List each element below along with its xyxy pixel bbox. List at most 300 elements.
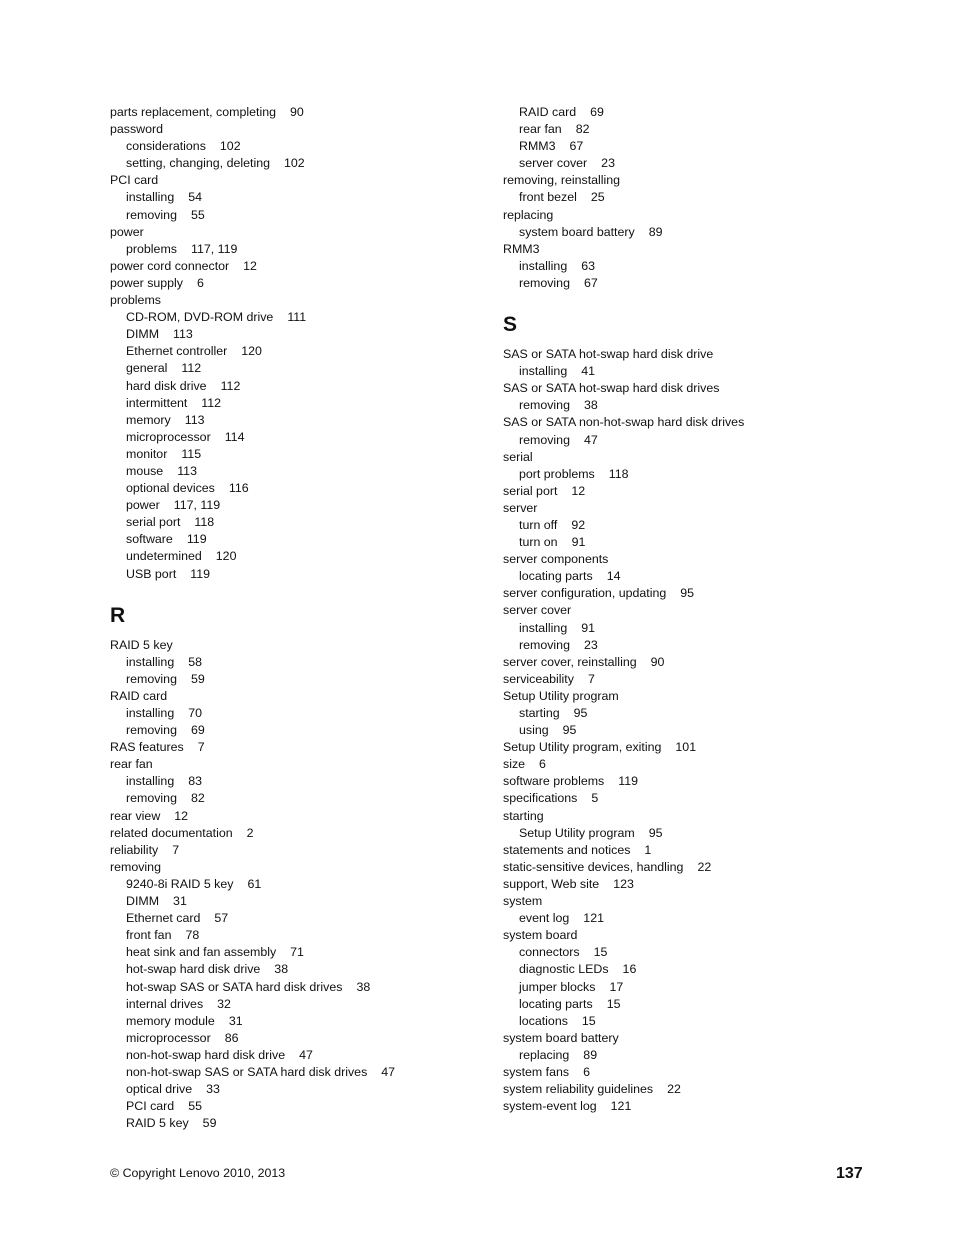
index-page-ref[interactable]: 113: [173, 327, 193, 342]
index-page-ref[interactable]: 123: [613, 876, 634, 891]
index-term: PCI card: [126, 1099, 175, 1114]
index-page-ref[interactable]: 14: [606, 569, 621, 584]
index-page-ref[interactable]: 23: [601, 156, 615, 171]
index-page-ref[interactable]: 38: [274, 962, 289, 977]
index-term: system board: [503, 928, 578, 943]
index-page-ref[interactable]: 47: [583, 432, 598, 447]
index-term: server cover: [519, 156, 588, 171]
index-subentry: [110, 429, 480, 446]
index-term: server configuration, updating: [503, 586, 667, 601]
index-term: size: [503, 757, 526, 772]
index-entry: [503, 241, 923, 258]
index-page-ref[interactable]: 82: [575, 122, 590, 137]
index-term: removing: [519, 432, 570, 447]
index-term: serial: [503, 449, 533, 464]
index-subentry: [110, 1064, 480, 1081]
index-subentry: [110, 360, 480, 377]
index-subentry: [503, 1047, 923, 1064]
index-term: RAID 5 key: [110, 637, 173, 652]
index-entry: [110, 637, 480, 654]
index-subentry: [503, 189, 923, 206]
index-subentry: [503, 705, 923, 722]
index-term: specifications: [503, 791, 578, 806]
index-page-ref[interactable]: 54: [188, 190, 203, 205]
index-page-ref[interactable]: 91: [581, 620, 596, 635]
index-term: installing: [126, 774, 175, 789]
index-term: starting: [503, 808, 544, 823]
index-entry: [503, 1098, 923, 1115]
index-page-ref[interactable]: 15: [593, 945, 608, 960]
index-subentry: [503, 979, 923, 996]
index-subentry: [503, 155, 923, 172]
index-subentry: [110, 343, 480, 360]
index-entry: [503, 739, 923, 756]
index-subentry: [110, 790, 480, 807]
index-subentry: [110, 1081, 480, 1098]
index-subentry: [110, 893, 480, 910]
index-subentry: [110, 138, 480, 155]
index-column-left: [110, 104, 480, 1132]
index-entry: [503, 876, 923, 893]
index-term: hard disk drive: [126, 378, 207, 393]
index-page-ref[interactable]: 7: [197, 740, 205, 755]
index-term: power cord connector: [110, 258, 230, 273]
index-entry: [503, 500, 923, 517]
index-term: undetermined: [126, 549, 202, 564]
index-term: installing: [519, 258, 568, 273]
index-page-ref[interactable]: 95: [573, 706, 588, 720]
index-entry: [503, 346, 923, 363]
index-entry: [110, 825, 480, 842]
index-subentry: [110, 1030, 480, 1047]
index-subentry: [503, 224, 923, 241]
index-page-ref[interactable]: 55: [190, 207, 205, 222]
index-page-ref[interactable]: 15: [581, 1013, 596, 1028]
index-entry: [503, 380, 923, 397]
index-term: installing: [126, 654, 175, 669]
index-entry: [110, 688, 480, 705]
index-term: microprocessor: [126, 429, 211, 444]
index-page-ref[interactable]: 102: [219, 139, 241, 154]
index-subentry: [110, 446, 480, 463]
index-entry: [110, 121, 480, 138]
index-term: port problems: [519, 466, 595, 481]
index-term: general: [126, 361, 168, 376]
index-subentry: [110, 996, 480, 1013]
index-term: rear view: [110, 808, 161, 823]
index-page-ref[interactable]: 16: [622, 962, 637, 977]
index-term: non-hot-swap SAS or SATA hard disk drives: [126, 1064, 368, 1079]
index-entry: [503, 1064, 923, 1081]
index-subentry: [110, 514, 480, 531]
index-entry: [110, 104, 480, 121]
index-page-ref[interactable]: 70: [188, 706, 203, 720]
index-page-ref[interactable]: 71: [290, 945, 304, 960]
index-term: memory: [126, 412, 171, 427]
index-page-ref[interactable]: 22: [667, 1082, 681, 1097]
index-subentry: [503, 534, 923, 551]
index-page-ref[interactable]: 25: [590, 190, 605, 205]
index-entry: [503, 927, 923, 944]
index-term: monitor: [126, 446, 168, 461]
index-page-ref[interactable]: 95: [680, 586, 695, 601]
index-entry: [503, 449, 923, 466]
index-entry: [503, 688, 923, 705]
index-page-ref[interactable]: 59: [190, 671, 205, 686]
index-term: software problems: [503, 774, 605, 789]
index-term: installing: [126, 706, 175, 720]
index-page-ref[interactable]: 7: [587, 671, 595, 686]
index-term: memory module: [126, 1013, 215, 1028]
index-subentry: [110, 927, 480, 944]
index-page-ref[interactable]: 116: [228, 481, 249, 496]
index-term: removing: [519, 637, 570, 652]
index-page-ref[interactable]: 57: [214, 911, 229, 926]
index-page-ref[interactable]: 113: [177, 463, 197, 478]
index-subentry: [110, 531, 480, 548]
index-entry: [503, 773, 923, 790]
index-term: server: [503, 500, 538, 515]
index-term: USB port: [126, 566, 177, 581]
index-subentry: [503, 944, 923, 961]
index-subentry: [503, 722, 923, 739]
index-subentry: [110, 412, 480, 429]
index-term: intermittent: [126, 395, 188, 410]
index-page-ref[interactable]: 1: [644, 842, 652, 857]
index-term: server cover, reinstalling: [503, 654, 637, 669]
index-term: removing: [126, 207, 177, 222]
index-subentry: [503, 104, 923, 121]
index-subentry: [503, 1013, 923, 1030]
index-term: Setup Utility program, exiting: [503, 740, 662, 755]
index-term: serviceability: [503, 671, 574, 686]
index-page-ref[interactable]: 82: [190, 791, 205, 806]
index-term: optical drive: [126, 1082, 193, 1097]
index-term: installing: [519, 364, 568, 379]
index-term: system: [503, 894, 543, 909]
index-page-ref[interactable]: 86: [224, 1030, 239, 1045]
index-term: server cover: [503, 603, 572, 618]
index-term: Setup Utility program: [503, 688, 619, 703]
index-page-ref[interactable]: 115: [181, 446, 202, 461]
index-term: PCI card: [110, 173, 159, 188]
index-subentry: [503, 363, 923, 380]
index-page-ref[interactable]: 118: [608, 466, 629, 481]
index-term: internal drives: [126, 996, 204, 1011]
index-page-ref[interactable]: 112: [220, 378, 241, 393]
index-page-ref[interactable]: 89: [648, 224, 663, 239]
index-subentry: [110, 671, 480, 688]
index-entry: [503, 893, 923, 910]
index-entry: [110, 172, 480, 189]
index-subentry: [503, 138, 923, 155]
index-entry: [110, 258, 480, 275]
index-page-ref[interactable]: 17: [609, 979, 624, 994]
index-term: removing: [126, 791, 177, 806]
index-entry: [503, 602, 923, 619]
index-entry: [503, 842, 923, 859]
index-term: setting, changing, deleting: [126, 156, 270, 171]
index-term: SAS or SATA hot-swap hard disk drives: [503, 381, 720, 396]
index-term: rear fan: [110, 757, 153, 772]
index-page-ref[interactable]: 69: [590, 105, 604, 119]
index-subentry: [110, 155, 480, 172]
index-term: 9240-8i RAID 5 key: [126, 876, 234, 891]
index-page-ref[interactable]: 118: [194, 515, 215, 530]
index-entry: [503, 756, 923, 773]
index-term: front fan: [126, 928, 172, 943]
index-term: Setup Utility program: [519, 825, 635, 840]
index-page-ref[interactable]: 83: [188, 774, 203, 789]
index-page-ref[interactable]: 95: [562, 723, 577, 738]
index-term: installing: [519, 620, 568, 635]
index-term: microprocessor: [126, 1030, 211, 1045]
index-page-ref[interactable]: 12: [174, 808, 189, 823]
index-term: serial port: [126, 515, 181, 530]
index-term: system fans: [503, 1064, 570, 1079]
page-number: 137: [836, 1165, 863, 1182]
index-subentry: [110, 1013, 480, 1030]
index-term: problems: [110, 293, 161, 308]
index-page-ref[interactable]: 112: [181, 361, 202, 376]
index-entry: [110, 808, 480, 825]
index-term: system board battery: [519, 224, 635, 239]
index-subentry: [503, 466, 923, 483]
index-entry: [503, 1030, 923, 1047]
index-term: removing: [519, 398, 570, 413]
index-term: event log: [519, 911, 570, 926]
index-page-ref[interactable]: 92: [571, 517, 586, 532]
index-term: SAS or SATA non-hot-swap hard disk drives: [503, 415, 745, 430]
index-page-ref[interactable]: 32: [217, 996, 231, 1011]
index-subentry: [110, 722, 480, 739]
index-entry: [110, 292, 480, 309]
index-entry: [503, 207, 923, 224]
index-page-ref[interactable]: 119: [618, 774, 638, 789]
index-subentry: [110, 241, 480, 258]
index-entry: [503, 585, 923, 602]
index-page-ref[interactable]: 114: [224, 429, 245, 444]
index-page-ref[interactable]: 38: [583, 398, 598, 413]
index-page-ref[interactable]: 67: [569, 139, 584, 154]
index-term: removing: [126, 671, 177, 686]
index-term: replacing: [503, 207, 554, 222]
index-entry: [110, 756, 480, 773]
index-term: removing: [110, 859, 161, 874]
index-term: power: [126, 498, 160, 513]
index-subentry: [110, 395, 480, 412]
index-page-ref[interactable]: 89: [583, 1047, 598, 1062]
index-subentry: [110, 944, 480, 961]
index-page-ref[interactable]: 63: [581, 258, 596, 273]
index-subentry: [503, 397, 923, 414]
index-entry: [503, 414, 923, 431]
index-subentry: [110, 326, 480, 343]
index-page-ref[interactable]: 23: [583, 637, 598, 652]
index-page-ref[interactable]: 12: [243, 258, 257, 273]
index-term: turn off: [519, 517, 558, 532]
index-term: mouse: [126, 463, 164, 478]
index-term: DIMM: [126, 327, 160, 342]
index-subentry: [110, 1098, 480, 1115]
index-term: RAID card: [519, 105, 577, 119]
index-page-ref[interactable]: 67: [583, 275, 598, 290]
index-page-ref[interactable]: 15: [606, 996, 621, 1011]
index-page-ref[interactable]: 41: [581, 364, 596, 379]
index-term: removing: [126, 723, 177, 738]
index-subentry: [110, 497, 480, 514]
index-page-ref[interactable]: 33: [206, 1082, 220, 1097]
index-page-ref[interactable]: 38: [356, 979, 371, 994]
index-entry: [503, 654, 923, 671]
index-page-ref[interactable]: 5: [591, 791, 599, 806]
index-term: RMM3: [503, 241, 540, 256]
index-page-ref[interactable]: 90: [650, 654, 665, 669]
index-subentry: [110, 480, 480, 497]
index-entry: [503, 671, 923, 688]
index-entry: [503, 790, 923, 807]
index-page-ref[interactable]: 55: [188, 1099, 202, 1114]
index-term: CD-ROM, DVD-ROM drive: [126, 310, 274, 325]
index-entry: [110, 842, 480, 859]
index-page-ref[interactable]: 58: [188, 654, 203, 669]
index-page-ref[interactable]: 69: [190, 723, 205, 738]
index-page-ref[interactable]: 47: [299, 1047, 313, 1062]
index-term: Ethernet controller: [126, 344, 228, 359]
index-page-ref[interactable]: 121: [610, 1099, 632, 1114]
index-subentry: [110, 207, 480, 224]
index-page-ref[interactable]: 22: [697, 859, 712, 874]
index-term: SAS or SATA hot-swap hard disk drive: [503, 347, 714, 362]
index-section-letter: R: [110, 603, 126, 627]
index-term: RAS features: [110, 740, 184, 755]
index-term: optional devices: [126, 481, 215, 496]
index-page-ref[interactable]: 31: [173, 894, 187, 909]
index-page-ref[interactable]: 78: [185, 928, 200, 943]
index-subentry: [503, 568, 923, 585]
index-page-ref[interactable]: 95: [648, 825, 663, 840]
index-subentry: [503, 996, 923, 1013]
index-term: front bezel: [519, 190, 577, 205]
index-entry: [503, 483, 923, 500]
index-entry: [503, 808, 923, 825]
index-entry: [503, 172, 923, 189]
index-term: locations: [519, 1013, 568, 1028]
index-page-ref[interactable]: 47: [381, 1064, 396, 1079]
index-term: system-event log: [503, 1099, 597, 1114]
index-term: serial port: [503, 483, 558, 498]
footer-copyright: © Copyright Lenovo 2010, 2013: [110, 1166, 286, 1180]
index-term: statements and notices: [503, 842, 631, 857]
index-subentry: [503, 275, 923, 292]
index-term: reliability: [110, 842, 159, 857]
index-subentry: [503, 961, 923, 978]
index-page-ref[interactable]: 111: [287, 310, 307, 325]
index-term: system reliability guidelines: [503, 1082, 654, 1097]
index-page-ref[interactable]: 120: [215, 549, 237, 564]
index-page-ref[interactable]: 102: [283, 156, 305, 171]
index-page-ref[interactable]: 120: [241, 344, 262, 359]
index-page-ref[interactable]: 121: [583, 911, 604, 926]
index-subentry: [110, 961, 480, 978]
index-page-ref[interactable]: 6: [583, 1064, 591, 1079]
index-subentry: [110, 1047, 480, 1064]
index-term: RAID card: [110, 688, 168, 703]
index-page-ref[interactable]: 6: [197, 275, 204, 290]
index-entry: [503, 1081, 923, 1098]
index-entry: [503, 551, 923, 568]
index-term: non-hot-swap hard disk drive: [126, 1047, 286, 1062]
index-term: static-sensitive devices, handling: [503, 859, 684, 874]
index-term: connectors: [519, 945, 580, 960]
index-term: considerations: [126, 139, 206, 154]
index-subentry: [110, 566, 480, 583]
index-page-ref[interactable]: 2: [246, 825, 254, 840]
index-page-ref[interactable]: 119: [186, 532, 207, 547]
index-page-ref[interactable]: 12: [571, 483, 586, 498]
index-term: removing: [519, 275, 570, 290]
index-term: hot-swap SAS or SATA hard disk drives: [126, 979, 343, 994]
index-term: installing: [126, 190, 175, 205]
index-subentry: [110, 189, 480, 206]
index-subentry: [503, 121, 923, 138]
index-page-ref[interactable]: 90: [289, 105, 304, 119]
index-term: jumper blocks: [519, 979, 596, 994]
index-term: diagnostic LEDs: [519, 962, 609, 977]
index-entry: [110, 859, 480, 876]
index-page-ref[interactable]: 7: [172, 842, 180, 857]
index-entry: [503, 859, 923, 876]
index-term: using: [519, 723, 549, 738]
index-term: locating parts: [519, 996, 593, 1011]
index-entry: [110, 739, 480, 756]
index-subentry: [503, 637, 923, 654]
index-page-ref[interactable]: 91: [571, 535, 586, 550]
index-page-ref[interactable]: 113: [184, 412, 205, 427]
index-page-ref[interactable]: 61: [247, 876, 262, 891]
index-term: rear fan: [519, 122, 562, 137]
index-page-ref[interactable]: 6: [539, 757, 546, 772]
index-subentry: [110, 876, 480, 893]
index-term: parts replacement, completing: [110, 105, 276, 119]
index-page-ref[interactable]: 117, 119: [173, 498, 221, 513]
index-subentry: [110, 548, 480, 565]
index-subentry: [110, 309, 480, 326]
index-subentry: [503, 825, 923, 842]
index-page-ref[interactable]: 59: [202, 1116, 217, 1131]
index-term: power supply: [110, 275, 184, 290]
index-subentry: [110, 773, 480, 790]
index-subentry: [503, 517, 923, 534]
index-subentry: [110, 1115, 480, 1132]
index-subentry: [503, 910, 923, 927]
index-term: hot-swap hard disk drive: [126, 962, 261, 977]
index-term: software: [126, 532, 173, 547]
index-page-ref[interactable]: 112: [201, 395, 222, 410]
index-term: system board battery: [503, 1030, 619, 1045]
index-entry: [110, 224, 480, 241]
index-subentry: [110, 705, 480, 722]
index-page-ref[interactable]: 101: [675, 740, 697, 755]
index-term: DIMM: [126, 894, 160, 909]
index-page-ref[interactable]: 31: [228, 1013, 243, 1028]
index-entry: [110, 275, 480, 292]
index-subentry: [110, 979, 480, 996]
index-page-ref[interactable]: 119: [190, 566, 211, 581]
index-section-letter: S: [503, 313, 518, 337]
index-page-ref[interactable]: 117, 119: [190, 241, 238, 256]
index-subentry: [503, 432, 923, 449]
